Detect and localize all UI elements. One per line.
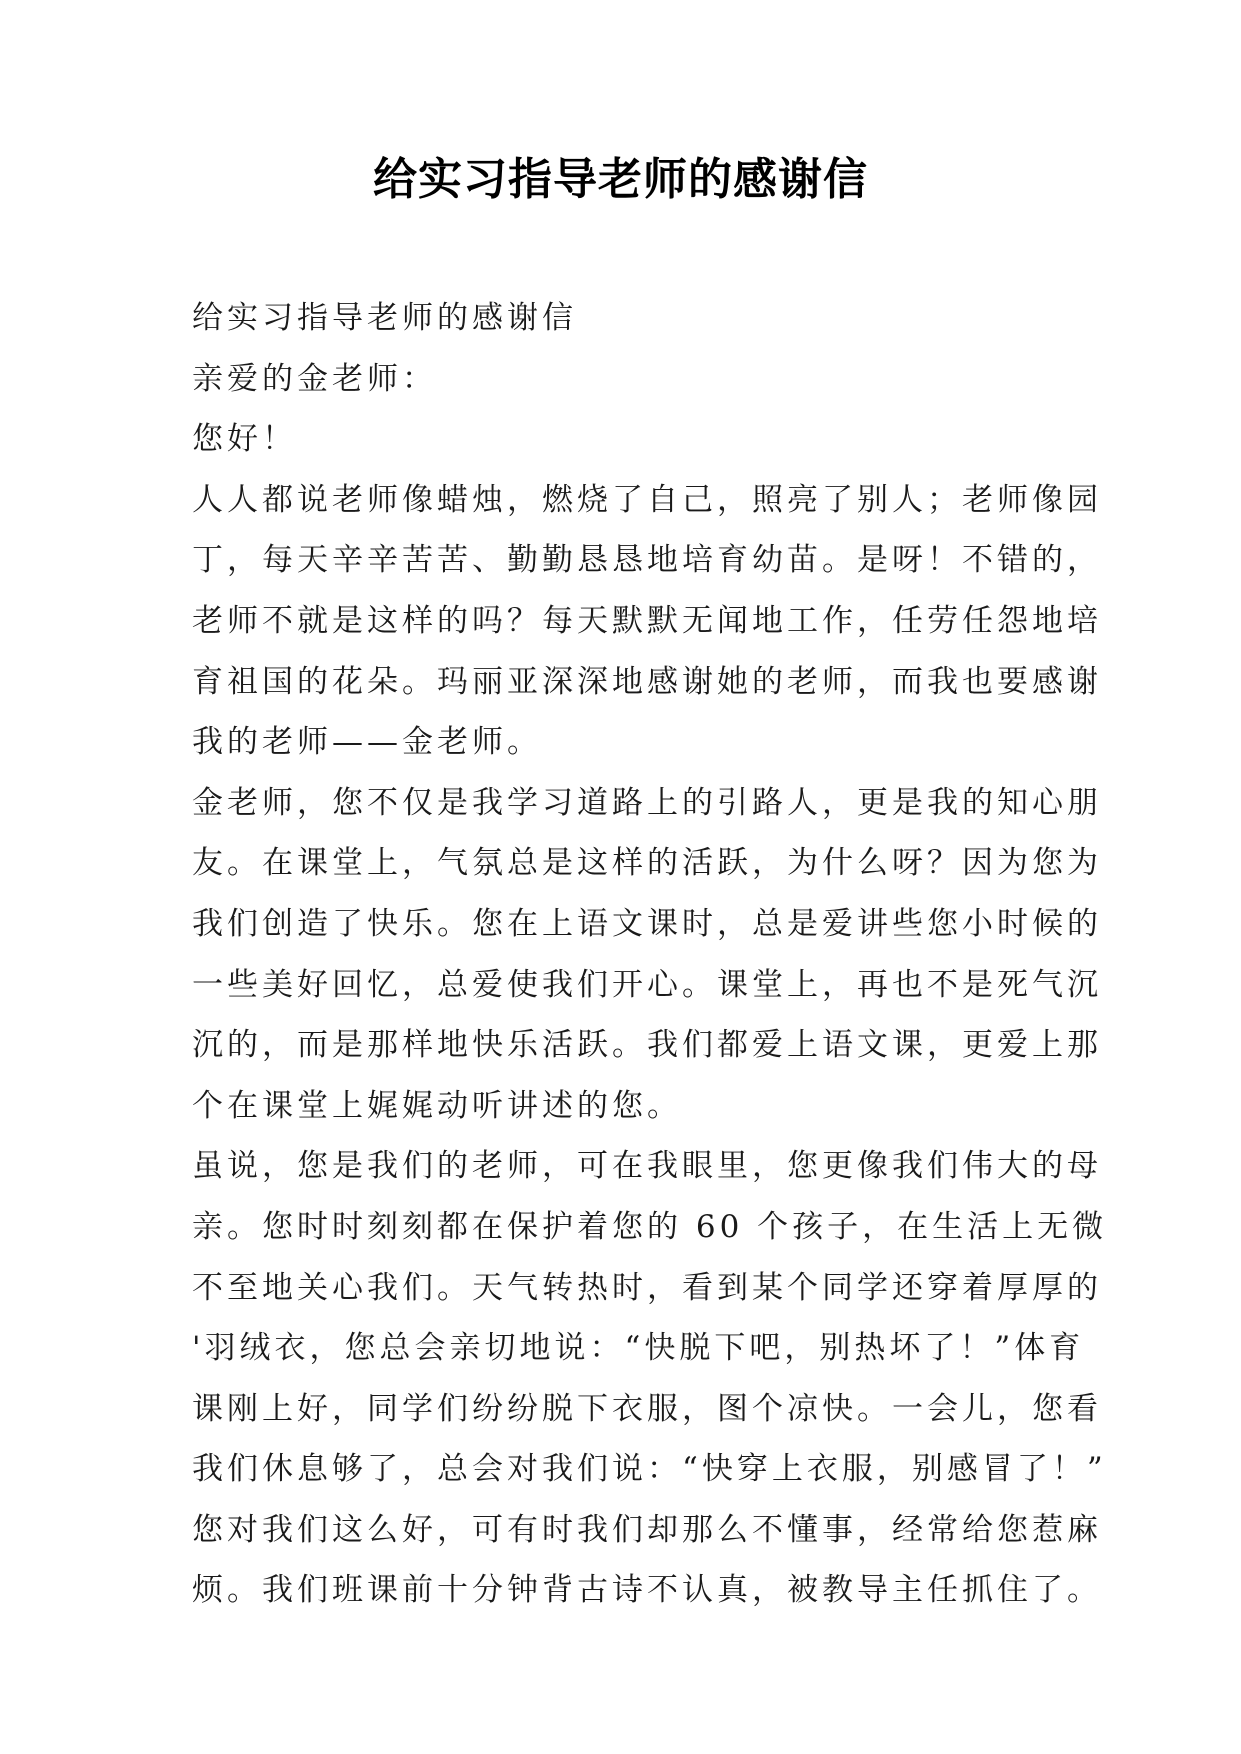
text-line: 给实习指导老师的感谢信 xyxy=(192,300,577,336)
text-line: 虽说，您是我们的老师，可在我眼里，您更像我们伟大的母 xyxy=(192,1148,1102,1185)
text-line: 个在课堂上娓娓动听讲述的您。 xyxy=(192,1087,682,1124)
text-line: 育祖国的花朵。玛丽亚深深地感谢她的老师，而我也要感谢 xyxy=(192,663,1102,700)
document-title: 给实习指导老师的感谢信 xyxy=(373,154,868,205)
text-line: 友。在课堂上，气氛总是这样的活跃，为什么呀？因为您为 xyxy=(192,845,1102,882)
text-line: 人人都说老师像蜡烛，燃烧了自己，照亮了别人；老师像园 xyxy=(192,481,1102,518)
text-line: 您对我们这么好，可有时我们却那么不懂事，经常给您惹麻 xyxy=(192,1511,1102,1548)
text-line: 丁，每天辛辛苦苦、勤勤恳恳地培育幼苗。是呀！不错的， xyxy=(192,542,1102,579)
text-line: '羽绒衣，您总会亲切地说：“快脱下吧，别热坏了！”体育 xyxy=(192,1330,1085,1367)
document-body xyxy=(192,288,1108,1621)
text-line: 沉的，而是那样地快乐活跃。我们都爱上语文课，更爱上那 xyxy=(192,1027,1102,1064)
text-line: 课刚上好，同学们纷纷脱下衣服，图个凉快。一会儿，您看 xyxy=(192,1390,1102,1427)
text-line: 一些美好回忆，总爱使我们开心。课堂上，再也不是死气沉 xyxy=(192,966,1102,1003)
text-line: 您好！ xyxy=(192,421,297,458)
text-line: 老师不就是这样的吗？每天默默无闻地工作，任劳任怨地培 xyxy=(192,602,1102,639)
text-line: 我的老师——金老师。 xyxy=(192,724,542,761)
text-line: 烦。我们班课前十分钟背古诗不认真，被教导主任抓住了。 xyxy=(192,1572,1102,1609)
text-line: 金老师，您不仅是我学习道路上的引路人，更是我的知心朋 xyxy=(192,784,1102,821)
text-line: 亲。您时时刻刻都在保护着您的 60 个孩子，在生活上无微 xyxy=(192,1208,1108,1245)
text-line: 我们休息够了，总会对我们说：“快穿上衣服，别感冒了！” xyxy=(192,1451,1107,1488)
text-line: 亲爱的金老师： xyxy=(192,360,437,397)
text-line: 不至地关心我们。天气转热时，看到某个同学还穿着厚厚的 xyxy=(192,1269,1102,1306)
text-line: 我们创造了快乐。您在上语文课时，总是爱讲些您小时候的 xyxy=(192,905,1102,942)
